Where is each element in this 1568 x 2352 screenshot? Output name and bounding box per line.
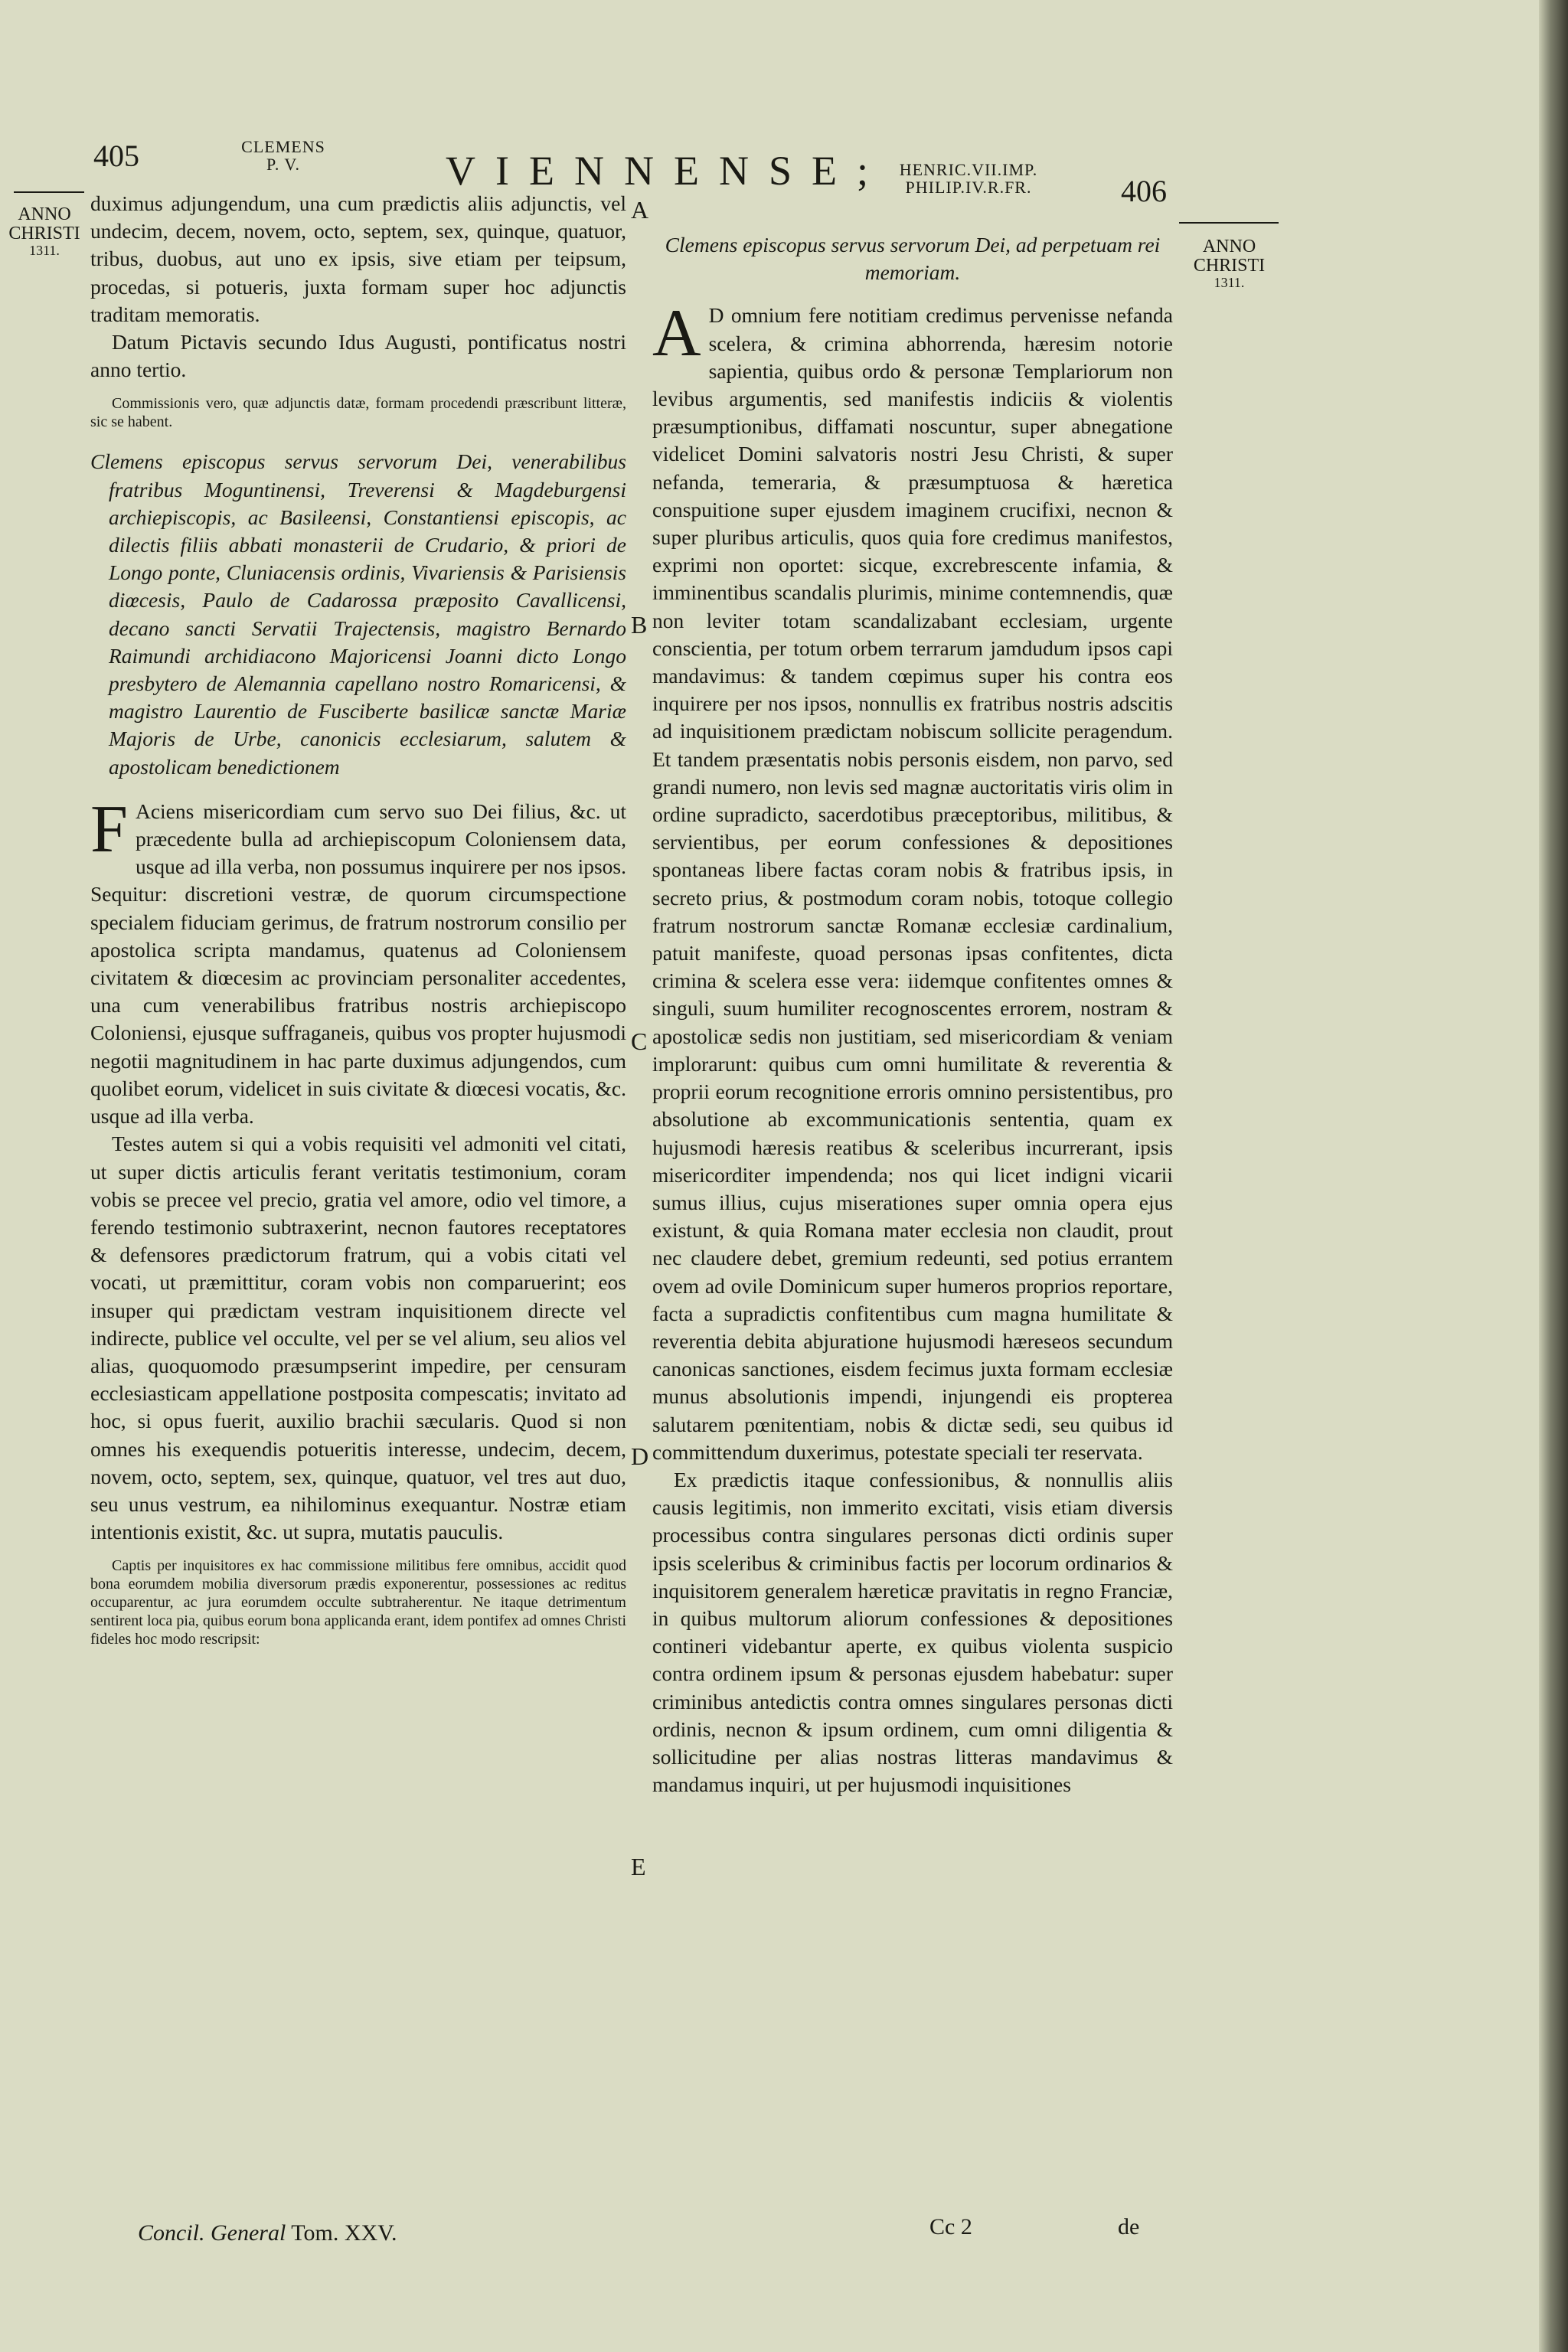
section-marker-e: E	[631, 1853, 646, 1880]
right-christi-label: CHRISTI	[1193, 256, 1266, 276]
right-anno-note	[1181, 237, 1277, 290]
book-spine	[1539, 0, 1568, 2352]
right-column	[652, 230, 1173, 1798]
captis-note: Captis per inquisitores ex hac commissione militibus fere omnibus, accidit quod bona eorumdem mobilia diversorum prædis exponerentur, possessiones ac reditus occuparentur, ac jura eorumdem occulte subtraherentur. Ne itaque detrimentum sentirent loca pia, quibus eorum bona applicanda erant, idem pontifex ad omnes Christi fideles hoc modo rescripsit:	[90, 1557, 626, 1648]
dropcap-f: F	[90, 792, 128, 867]
testes-paragraph: Testes autem si qui a vobis requisiti vel admoniti vel citati, ut super dictis articulis ferant veritatis testimonium, coram vobis se precee vel precio, gratia vel amore, odio vel timore, a ferendo testimonio subtraxerint, necnon fautores receptatores & defensores prædictorum fratrum, qui a vobis citati vel vocati, ut præmittitur, coram vobis non comparuerint; eos insuper qui prædictam vestram inquisitionem directe vel indirecte, publice vel occulte, vel per se vel alium, seu alios vel alias, quoquomodo præsumpserint impedire, per censuram ecclesiasticam appellatione postposita compescatis; invitato ad hoc, si opus fuerit, auxilio brachii sæcularis. Quod si non omnes his exequendis potueritis interesse, undecim, decem, novem, octo, septem, sex, quinque, quatuor, vel tres aut duo, seu unus vestrum, ea nihilominus exequantur. Nostræ etiam intentionis existit, &c. ut supra, mutatis pauculis.	[90, 1132, 626, 1544]
left-year-label: 1311.	[29, 243, 60, 259]
left-column	[90, 190, 626, 1665]
faciens-paragraph	[90, 792, 626, 1130]
commission-note: Commissionis vero, quæ adjunctis datæ, formam procedendi præscribunt litteræ, sic se habent.	[90, 395, 626, 431]
page-title: VIENNENSE;	[446, 148, 888, 194]
left-opening-paragraph: duximus adjungendum, una cum prædictis aliis adjunctis, vel undecim, decem, novem, octo, septem, sex, quinque, quatuor, tribus, duobus, aut uno ex ipsis, sive etiam per teipsum, procedas, si potueris, juxta formam super hoc adjunctis traditam memoratis.	[90, 191, 626, 326]
faciens-text: Aciens misericordiam cum servo suo Dei filius, &c. ut præcedente bulla ad archiepiscopum Coloniensem data, usque ad illa verba, non possumus inquirere per nos ipsos. Sequitur: discretioni vestræ, de quorum circumspectione specialem fiduciam gerimus, de fratrum nostrorum consilio per apostolica scripta mandamus, quatenus ad Coloniensem civitatem & diœcesim ac provinciam personaliter accedentes, una cum venerabilibus fratribus nostris archiepiscopo Coloniensi, ejusque suffraganeis, quibus vos propter hujusmodi negotii magnitudinem in hac parte duximus adjungendos, cum quolibet eorum, videlicet in suis civitate & diœcesi vocatis, &c. usque ad illa verba.	[90, 799, 626, 1129]
left-anno-label: ANNO	[18, 204, 71, 224]
section-marker-d: D	[631, 1442, 649, 1470]
footer-tome-label: Tom. XXV.	[291, 2220, 397, 2246]
right-margin-rule	[1179, 222, 1279, 224]
dropcap-a: A	[652, 296, 701, 371]
datum-line: Datum Pictavis secundo Idus Augusti, pontificatus nostri anno tertio.	[90, 330, 626, 382]
right-running-head	[880, 161, 1057, 196]
left-christi-label: CHRISTI	[8, 224, 80, 244]
left-margin-rule	[14, 191, 84, 193]
right-year-label: 1311.	[1214, 275, 1245, 291]
section-marker-a: A	[631, 196, 649, 224]
pope-name: CLEMENS	[241, 137, 325, 156]
footer-left	[138, 2220, 397, 2246]
signature-mark: Cc 2	[929, 2214, 972, 2239]
left-running-head	[226, 138, 341, 173]
left-page-number: 405	[93, 139, 139, 173]
king-name: PHILIP.IV.R.FR.	[905, 178, 1032, 198]
bull-heading: Clemens episcopus servus servorum Dei, ad perpetuam rei memoriam.	[665, 233, 1161, 285]
ad-omnium-paragraph	[652, 296, 1173, 1466]
catchword: de	[1118, 2214, 1140, 2239]
ex-praedictis-paragraph: Ex prædictis itaque confessionibus, & nonnullis aliis causis legitimis, non immerito excitati, visis etiam diversis processibus contra singulares personas dicti ordinis super ipsis sceleribus & criminibus factis per locorum ordinarios & inquisitorem generalem hæreticæ pravitatis in regno Franciæ, in quibus multorum aliorum confessiones & depositiones contineri videbantur aperte, ex quibus violenta suspicio contra ordinem ipsum & personas ejusdem habebatur: super criminibus antedictis contra omnes singulares personas dicti ordinis, necnon & ipsum ordinem, cum omni diligentia & sollicitudine per alias nostras litteras mandavimus & mandamus inquiri, ut per hujusmodi inquisitiones	[652, 1467, 1173, 1797]
papal-address: Clemens episcopus servus servorum Dei, venerabilibus fratribus Moguntinensi, Treverensi & Magdeburgensi archiepiscopis, ac Basileensi, Constantiensi episcopis, ac dilectis filiis abbati monasterii de Crudario, & priori de Longo ponte, Cluniacensis ordinis, Vivariensis & Parisiensis diœcesis, Paulo de Cadarossa præposito Cavallicensi, decano sancti Servatii Trajectensis, magistro Bernardo Raimundi archidiacono Majoricensi Joanni dicto Longo presbytero de Alemannia capellano nostro Romaricensi, & magistro Laurentio de Fusciberte basilicæ sanctæ Mariæ Majoris de Urbe, canonicis ecclesiarum, salutem & apostolicam benedictionem	[90, 449, 626, 779]
right-anno-label: ANNO	[1202, 237, 1256, 256]
left-anno-note	[6, 205, 83, 258]
footer-council-label: Concil. General	[138, 2220, 286, 2246]
emperor-name: HENRIC.VII.IMP.	[899, 160, 1038, 179]
right-page-number: 406	[1121, 174, 1167, 208]
ad-omnium-text: D omnium fere notitiam credimus pervenisse nefanda scelera, & crimina abhorrenda, hæresim notorie sapientia, quibus ordo & personæ Templariorum non levibus argumentis, sed manifestis indiciis & violentis præsumptionibus, diffamati noscuntur, super abnegatione videlicet Domini salvatoris nostri Jesu Christi, & super nefanda, temeraria, & præsumptuosa & hæretica conspuitione super ejusdem imaginem crucifixi, necnon & super pluribus articulis, quos quia fore credimus manifestos, exprimi non oportet: sicque, excrebrescente infamia, & imminentibus scandalis plurimis, minime contemnendis, quæ non leviter totam scandalizabant ecclesiam, urgente conscientia, per totum orbem terrarum jamdudum ipsos capi mandavimus: & tandem cœpimus super his contra eos inquirere per nos ipsos, nonnullis ex fratribus nostris adscitis ad inquisitionem prædictam nobiscum sollicite peragendum. Et tandem præsentatis nobis personis eisdem, non parvo, sed grandi numero, non levis sed magnæ auctoritatis viris olim in ordine supradicto, sacerdotibus præceptoribus, militibus, & servientibus, per eorum confessiones & depositiones spontaneas libere factas coram nobis & fratribus ipsis, in secreto prius, & postmodum coram nobis, totoque collegio fratrum nostrorum sanctæ Romanæ ecclesiæ cardinalium, patuit manifeste, quoad personas ipsas confitentes, dicta crimina & scelera esse vera: iidemque confitentes omnes & singuli, suum humiliter recognoscentes errorem, nostram & apostolicæ sedis non justitiam, sed misericordiam & veniam implorarunt: quibus cum omni humilitate & reverentia & proprii eorum recognitione erroris omnino persistentibus, pro absolutione ab excommunicationis sententia, quam ex hujusmodi hæresis reatibus & sceleribus incurrerant, ipsis misericorditer impendenda; nos qui licet indigni vicarii sumus illius, cujus miserationes super omnia opera ejus existunt, & quia Romana mater ecclesia non claudit, prout nec claudere debet, gremium redeunti, sed potius errantem ovem ad ovile Dominicum super humeros proprios reportare, facta a supradictis confitentibus cum magna humilitate & reverentia debita abjuratione hujusmodi hæreseos secundum canonicas sanctiones, eisdem fecimus juxta formam ecclesiæ munus absolutionis impendi, injungendi eis propterea salutarem pœnitentiam, nobis & dictæ sedi, seu quibus id committendum duxerimus, potestate speciali ter reservata.	[652, 303, 1173, 1464]
section-marker-c: C	[631, 1027, 648, 1055]
section-marker-b: B	[631, 611, 648, 639]
pope-number: P. V.	[266, 155, 300, 175]
